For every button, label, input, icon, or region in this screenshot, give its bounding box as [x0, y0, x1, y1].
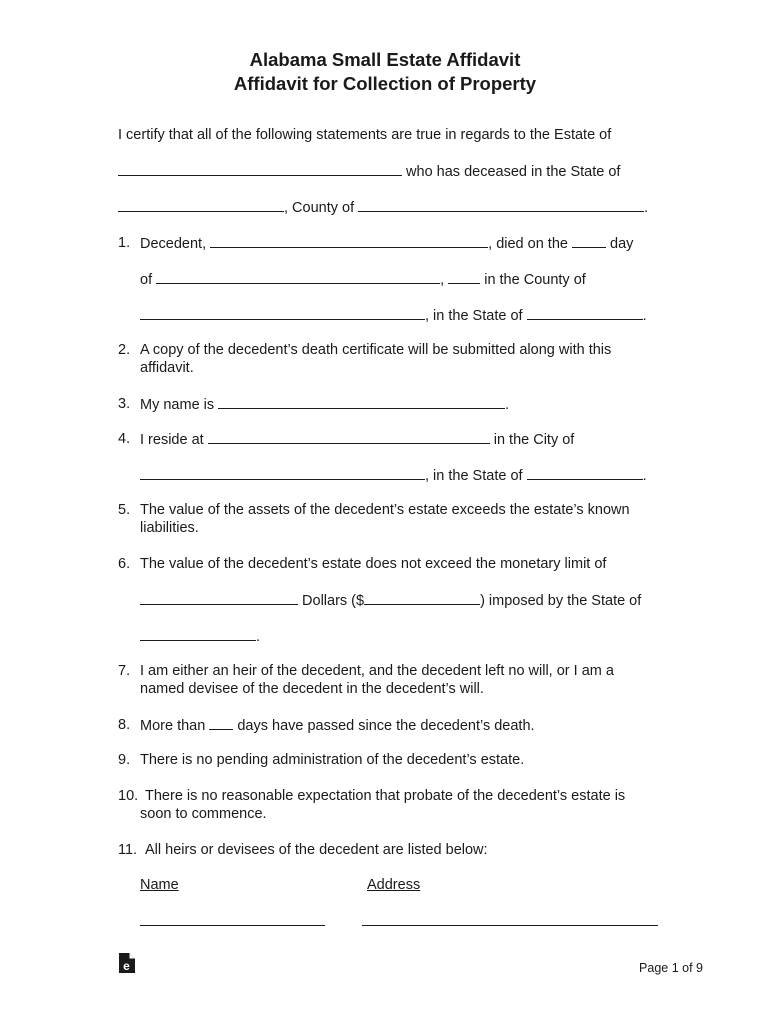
item-4-line-1 — [140, 430, 574, 449]
comma: , — [440, 272, 445, 288]
item-5-line-2: liabilities. — [140, 520, 199, 536]
my-name-label: My name is — [140, 397, 215, 413]
item-7-line-2: named devisee of the decedent in the decedent’s will. — [140, 681, 484, 697]
decedent-label: Decedent, — [140, 236, 207, 252]
item-11-line: All heirs or devisees of the decedent are listed below: — [145, 842, 488, 858]
death-day-field[interactable] — [572, 234, 606, 248]
in-city-text: in the City of — [493, 432, 575, 448]
monetary-limit-amount-field[interactable] — [364, 591, 480, 605]
period: . — [642, 468, 647, 484]
item-2-line-1: A copy of the decedent’s death certificate will be submitted along with this — [140, 342, 612, 358]
reside-at-label: I reside at — [140, 432, 204, 448]
item-7-line-1: I am either an heir of the decedent, and the decedent left no will, or I am a — [140, 663, 614, 679]
monetary-limit-words-field[interactable] — [140, 591, 298, 605]
death-year-field[interactable] — [448, 270, 480, 284]
item-1-line-2 — [140, 270, 586, 289]
item-number-2: 2. — [118, 342, 131, 358]
affiant-address-field[interactable] — [208, 430, 490, 444]
item-number-3: 3. — [118, 396, 131, 412]
intro-line-3 — [118, 198, 648, 217]
item-3-line — [140, 395, 509, 414]
item-10-line-1: There is no reasonable expectation that probate of the decedent’s estate is — [145, 788, 626, 804]
item-number-4: 4. — [118, 431, 131, 447]
eforms-logo-icon — [118, 952, 136, 974]
item-number-9: 9. — [118, 752, 131, 768]
page-number: Page 1 of 9 — [639, 961, 703, 975]
column-header-name: Name — [140, 877, 179, 893]
affiant-name-field[interactable] — [218, 395, 505, 409]
heir-name-field[interactable] — [140, 925, 325, 926]
item-number-7: 7. — [118, 663, 131, 679]
intro-deceased-text: who has deceased in the State of — [406, 164, 621, 180]
period: . — [505, 397, 510, 413]
affiant-city-field[interactable] — [140, 466, 425, 480]
decedent-name-field[interactable] — [210, 234, 488, 248]
imposed-text: ) imposed by the State of — [480, 593, 642, 609]
period: . — [642, 308, 647, 324]
period: . — [256, 629, 261, 645]
item-number-10: 10. — [118, 788, 139, 804]
item-4-line-2 — [140, 466, 647, 485]
item-6-line-2 — [140, 591, 641, 610]
item-10-line-2: soon to commence. — [140, 806, 267, 822]
intro-line-2 — [118, 162, 620, 181]
in-state-text: , in the State of — [425, 468, 523, 484]
limit-state-field[interactable] — [140, 627, 256, 641]
county-of-death-field[interactable] — [358, 198, 644, 212]
item-number-8: 8. — [118, 717, 131, 733]
svg-text:e: e — [123, 959, 130, 973]
document-title: Alabama Small Estate Affidavit — [249, 49, 521, 70]
heir-address-field[interactable] — [362, 925, 658, 926]
died-on-text: , died on the — [488, 236, 568, 252]
affiant-state-field[interactable] — [527, 466, 643, 480]
in-county-text: in the County of — [484, 272, 586, 288]
item-9-line: There is no pending administration of the decedent’s estate. — [140, 752, 525, 768]
days-passed-text: days have passed since the decedent’s death. — [237, 718, 535, 734]
days-passed-field[interactable] — [209, 716, 233, 730]
state-of-death-field[interactable] — [118, 198, 284, 212]
decedent-state-field[interactable] — [527, 306, 643, 320]
item-1-line-1 — [140, 234, 633, 253]
item-number-11: 11. — [118, 842, 138, 858]
county-of-text: , County of — [284, 200, 355, 216]
item-1-line-3 — [140, 306, 647, 325]
item-number-6: 6. — [118, 556, 131, 572]
item-number-5: 5. — [118, 502, 131, 518]
item-number-1: 1. — [118, 235, 131, 251]
dollars-text: Dollars ($ — [302, 593, 365, 609]
intro-line-1 — [118, 126, 611, 144]
more-than-text: More than — [140, 718, 206, 734]
item-6-line-3 — [140, 627, 260, 646]
item-8-line — [140, 716, 535, 735]
document-subtitle: Affidavit for Collection of Property — [233, 73, 537, 94]
decedent-county-field[interactable] — [140, 306, 425, 320]
intro-text: I certify that all of the following statements are true in regards to the Estate of — [118, 127, 612, 143]
item-5-line-1: The value of the assets of the decedent’s estate exceeds the estate’s known — [140, 502, 630, 518]
of-text: of — [140, 272, 153, 288]
item-2-line-2: affidavit. — [140, 360, 194, 376]
item-6-line-1: The value of the decedent’s estate does not exceed the monetary limit of — [140, 556, 607, 572]
column-header-address: Address — [367, 877, 421, 893]
estate-name-field[interactable] — [118, 162, 402, 176]
death-month-field[interactable] — [156, 270, 440, 284]
in-state-text: , in the State of — [425, 308, 523, 324]
day-text: day — [610, 236, 634, 252]
period: . — [644, 200, 649, 216]
